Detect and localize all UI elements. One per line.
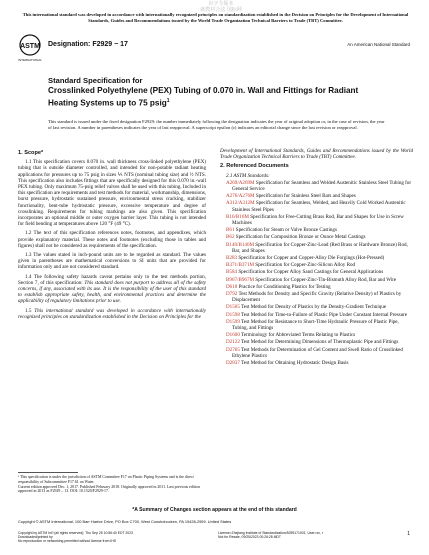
safety-caveat: This standard does not purport to address all of the safety concerns, if any, associated with its use. It is the responsibility of the user of this standard to establish appropriate safety, health, and environmental practices and determine the applicability of regulatory limitations prior to use. (18, 279, 206, 305)
reference-title: Specification for Copper and Copper-Alloy Die Forgings (Hot-Pressed) (237, 255, 385, 262)
reference-title: Specification for Copper Alloy Sand Castings for General Applications (237, 269, 384, 276)
title-line2: Crosslinked Polyethylene (PEX) Tubing of 0.070 in. Wall and Fittings for Radiant Heating Systems up to 75 psig (48, 86, 359, 108)
reference-item (220, 193, 413, 199)
reference-code-link[interactable]: B62 (226, 234, 235, 241)
reference-code-link[interactable]: A269/A269M (226, 179, 255, 186)
watermark-line: 识字令版本 (208, 1, 234, 7)
reference-item (220, 269, 413, 275)
copyright-line: Copyright © ASTM International, 100 Barr Harbor Drive, PO Box C700, West Conshohocken, PA 19428-2959. United States (18, 519, 232, 524)
right-column (220, 148, 413, 367)
reference-title: Specification for Copper-Zinc-Lead (Red Brass or Hardware Bronze) Rod, Bar, and Shapes (232, 241, 408, 254)
reference-title: Test Method for Obtaining Hydrostatic Design Basis (239, 360, 349, 367)
reference-title: Terminology for Abbreviated Terms Relating to Plastics (239, 332, 356, 339)
reference-code-link[interactable]: D1505 (226, 304, 240, 311)
referenced-documents-heading: 2. Referenced Documents (220, 163, 289, 170)
reference-code-link[interactable]: D2837 (226, 360, 240, 367)
footnote (18, 475, 206, 494)
reference-code-link[interactable]: B140/B140M (226, 241, 255, 248)
reference-item (220, 255, 413, 261)
paragraph-1-1: 1.1 This specification covers 0.070 in. wall thickness cross-linked polyethylene (PEX) tubing that is outside diameter controlled, and intended for non-potable radiant heating applications for pressures up to 75 psig in sizes ⅕ NTS (nominal tubing size) and ½ NTS. This specification also includes fittings that are specifically designed for this 0.070 in.-wall PEX tubing. Only maximum 75-psig relief valves shall be used with this tubing. Included in this specification are requirements and test methods for material, workmanship, dimensions, burst pressure, hydrostatic sustained pressure, environmental stress cracking, stabilizer functionality, bent-tube hydrostatic pressure, excessive temperature and degree of crosslinking. Requirements for tubing markings are also given. This specification incorporates an optional middle or outer oxygen barrier layer. This tubing is not intended for field bending at temperatures above 120 °F (49 °C). (18, 159, 206, 228)
license-stamp-left: Copyright by ASTM Int'l (all rights reserved); Thu Sep 25 10:56:40 EDT 2023 Downloaded/printed by No reproduction or networking permitted without license from IHS (18, 531, 133, 544)
paragraph-1-5-number: 1.5 (25, 307, 32, 314)
reference-code-link[interactable]: B371/B371M (226, 262, 255, 269)
reference-title: Specification for Seamless, Welded, and Heavily Cold Worked Austenitic Stainless Steel Pipes (232, 200, 406, 213)
reference-item (220, 291, 413, 303)
reference-title: Test Method for Resistance to Short-Time Hydraulic Pressure of Plastic Pipe, Tubing, and Fittings (232, 318, 399, 332)
scope-heading: 1. Scope* (18, 150, 44, 156)
reference-title: Test Methods for Density and Specific Gravity (Relative Density) of Plastics by Displacement (232, 291, 402, 304)
reference-code-link[interactable]: B16/B16M (226, 213, 249, 220)
reference-code-link[interactable]: A312/A312M (226, 200, 255, 207)
reference-title: Specification for Copper-Zinc-Silicon Alloy Rod (254, 262, 356, 269)
reference-item (220, 227, 413, 233)
reference-title: Specification for Composition Bronze or Ounce Metal Castings (234, 234, 366, 241)
reference-item (220, 277, 413, 283)
reference-item (220, 214, 413, 226)
reference-item (220, 332, 413, 338)
svg-text:ASTM: ASTM (20, 43, 40, 50)
reference-title: Test Methods for Determination of Gel Content and Swell Ratio of Crosslinked Ethylene Plastics (232, 346, 403, 359)
reference-item (220, 347, 413, 359)
tbt-notice: This international standard was developed in accordance with internationally recognized principles on standardization established in the Decision on Principles for the Development of International Standards, Guides and Recommendations issued by the World Trade Organization Technical Barriers to Trade (TBT) Committee. (22, 12, 409, 23)
reference-title: Specification for Seamless and Welded Austenitic Stainless Steel Tubing for General Service (232, 179, 412, 193)
reference-code-link[interactable]: B967/B967M (226, 276, 255, 283)
reference-item (220, 319, 413, 331)
paragraph-1-5-text: This international standard was developed in accordance with internationally recognized principles on standardization established in the Decision on Principles for the (18, 307, 206, 320)
watermark-line: 就教材合法 国标网 (200, 7, 242, 13)
footnote-edition: Current edition approved Dec. 1, 2017. Published February 2018. Originally approved in 2011. Last previous edition approved in 2013 as F2929 – 13. DOI: 10.1520/F2929-17. (18, 484, 200, 494)
astm-logo-icon (18, 34, 42, 64)
reference-code-link[interactable]: D1600 (226, 332, 240, 339)
reference-code-link[interactable]: D1599 (226, 318, 240, 325)
left-column (18, 148, 206, 323)
designation-note: This standard is issued under the fixed designation F2929; the number immediately following the designation indicates the year of original adoption or, in the case of revision, the year of last revision. A number in parentheses indicates the year of last reapproval. A superscript epsilon (ε) indicates an editorial change since the last revision or reapproval. (48, 119, 385, 130)
license-stamp-right: License=Zhejiang Institute of Standardization/5259171001, User=xx, r Not for Resale, 09/25/2023 00:26:28 MDT (218, 531, 323, 540)
paragraph-1-5-continuation: Development of International Standards, Guides and Recommendations issued by the World Trade Organization Technical Barriers to Trade (TBT) Committee. (220, 148, 413, 161)
svg-text:INTERNATIONAL: INTERNATIONAL (18, 58, 42, 62)
reference-title: Specification for Copper-Zinc-Tin-Bismuth Alloy Rod, Bar and Wire (254, 276, 397, 283)
reference-code-link[interactable]: B61 (226, 227, 235, 234)
reference-title: Test Method for Determining Dimensions of Thermoplastic Pipe and Fittings (239, 339, 399, 346)
paragraph-1-4 (18, 274, 206, 305)
reference-code-link[interactable]: D1598 (226, 311, 240, 318)
reference-title: Specification for Steam or Valve Bronze Castings (234, 227, 337, 234)
reference-code-link[interactable]: D618 (226, 283, 238, 290)
footnote-1: ¹ This specification is under the jurisdiction of ASTM Committee F17 on Plastic Piping Systems and is the direct responsibility of Subcommittee F17.61 on Water. (18, 475, 194, 484)
reference-item (220, 200, 413, 212)
paragraph-1-4-text: 1.4 The following safety hazards caveat pertains only to the test methods portion, Section 7, of this specification: (18, 273, 206, 286)
title-footnote-ref: 1 (166, 98, 170, 104)
reference-code-link[interactable]: B584 (226, 269, 238, 276)
reference-item (220, 304, 413, 310)
reference-list (220, 180, 413, 366)
paragraph-1-2: 1.2 The text of this specification references notes, footnotes, and appendixes, which provide explanatory material. These notes and footnotes (excluding those in tables and figures) shall not be considered as requirements of the specification. (18, 230, 206, 249)
reference-item (220, 180, 413, 192)
reference-code-link[interactable]: A276/A276M (226, 193, 255, 200)
reference-item (220, 312, 413, 318)
reference-title: Specification for Stainless Steel Bars and Shapes (254, 193, 356, 200)
page-number: 1 (407, 531, 410, 537)
reference-title: Practice for Conditioning Plastics for Testing (237, 283, 331, 290)
reference-item (220, 360, 413, 366)
summary-of-changes-note: *A Summary of Changes section appears at the end of this standard (132, 507, 297, 513)
reference-code-link[interactable]: D2765 (226, 346, 240, 353)
paragraph-1-3: 1.3 The values stated in inch-pound units are to be regarded as standard. The values given in parentheses are mathematical conversions to SI units that are provided for information only and are not considered standard. (18, 252, 206, 271)
reference-code-link[interactable]: D2122 (226, 339, 240, 346)
reference-item (220, 284, 413, 290)
reference-item (220, 234, 413, 240)
title-line1: Standard Specification for (48, 76, 143, 85)
footnote-divider (18, 472, 78, 473)
reference-item (220, 339, 413, 345)
reference-title: Specification for Free-Cutting Brass Rod, Bar and Shapes for Use in Screw Machines (232, 213, 404, 227)
reference-item (220, 262, 413, 268)
designation: Designation: F2929 − 17 (48, 41, 128, 48)
reference-item (220, 242, 413, 254)
reference-title: Test Method for Density of Plastics by the Density-Gradient Technique (239, 304, 387, 311)
paragraph-1-5 (18, 308, 206, 320)
reference-code-link[interactable]: D792 (226, 291, 238, 298)
reference-code-link[interactable]: B283 (226, 255, 238, 262)
american-national-standard: An American National Standard (347, 42, 410, 47)
page-title (48, 76, 378, 109)
astm-standards-subheading: 2.1 ASTM Standards: (226, 172, 270, 179)
reference-title: Test Method for Time-to-Failure of Plastic Pipe Under Constant Internal Pressure (239, 311, 408, 318)
